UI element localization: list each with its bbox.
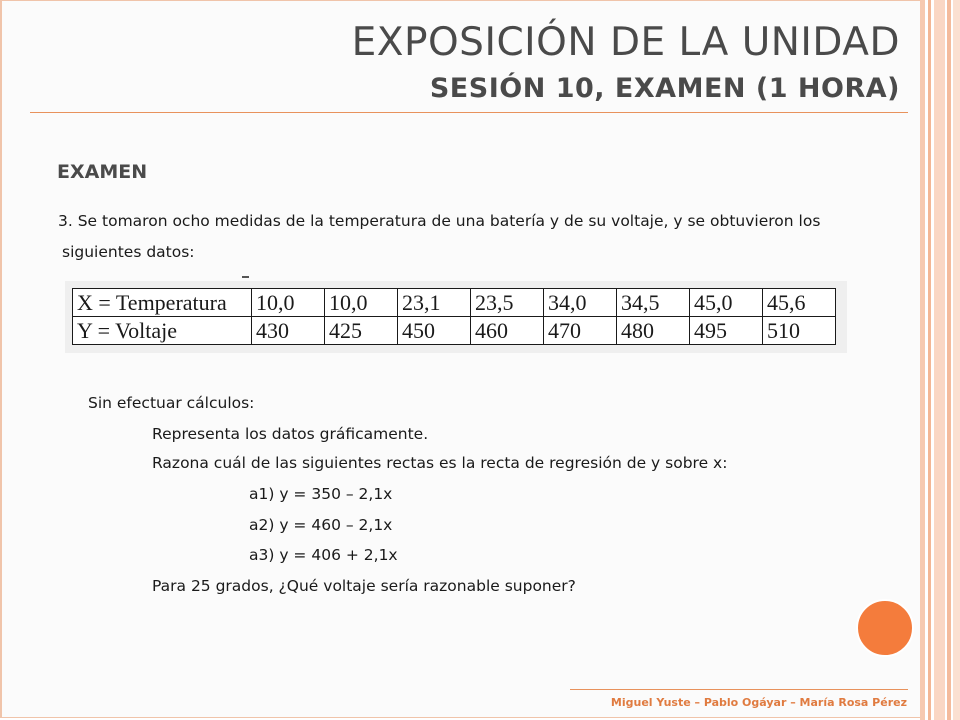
row-label: X = Temperatura: [73, 289, 252, 317]
dash-mark: [242, 276, 249, 278]
section-heading: EXAMEN: [57, 161, 148, 183]
footer-divider: [570, 689, 908, 690]
title-divider: [30, 112, 908, 113]
table-cell: 23,1: [398, 289, 471, 317]
option-a2: a2) y = 460 – 2,1x: [249, 516, 393, 534]
data-table-image: [65, 281, 847, 353]
instructions-intro: Sin efectuar cálculos:: [88, 394, 255, 412]
option-a1: a1) y = 350 – 2,1x: [249, 485, 393, 503]
decorative-stripe: [920, 0, 925, 720]
table-cell: 23,5: [471, 289, 544, 317]
table-cell: 425: [325, 317, 398, 345]
slide-subtitle: SESIÓN 10, EXAMEN (1 HORA): [429, 73, 900, 104]
table-cell: 470: [544, 317, 617, 345]
decorative-stripe: [928, 0, 931, 720]
table-cell: 460: [471, 317, 544, 345]
data-table: [72, 288, 836, 345]
decorative-stripe: [953, 0, 960, 720]
decorative-stripe: [947, 0, 951, 720]
table-cell: 45,6: [763, 289, 836, 317]
decorative-circle: [856, 599, 914, 657]
option-a3: a3) y = 406 + 2,1x: [249, 546, 398, 564]
table-cell: 45,0: [690, 289, 763, 317]
table-row-temperature: [73, 289, 836, 317]
table-cell: 480: [617, 317, 690, 345]
problem-statement-line-1: 3. Se tomaron ocho medidas de la temperatura de una batería y de su voltaje, y se obtuvieron los: [58, 212, 821, 230]
table-cell: 34,5: [617, 289, 690, 317]
table-cell: 34,0: [544, 289, 617, 317]
decorative-stripe: [934, 0, 945, 720]
table-cell: 10,0: [325, 289, 398, 317]
row-label: Y = Voltaje: [73, 317, 252, 345]
table-cell: 450: [398, 317, 471, 345]
task-estimate-voltage: Para 25 grados, ¿Qué voltaje sería razonable suponer?: [152, 577, 576, 595]
slide-title: EXPOSICIÓN DE LA UNIDAD: [351, 20, 900, 65]
footer-authors: Miguel Yuste – Pablo Ogáyar – María Rosa Pérez: [610, 696, 907, 709]
problem-statement-line-2: siguientes datos:: [62, 243, 195, 261]
table-cell: 510: [763, 317, 836, 345]
table-cell: 495: [690, 317, 763, 345]
table-cell: 10,0: [252, 289, 325, 317]
table-row-voltage: [73, 317, 836, 345]
task-choose-regression-line: Razona cuál de las siguientes rectas es la recta de regresión de y sobre x:: [152, 454, 728, 472]
table-cell: 430: [252, 317, 325, 345]
task-represent-data: Representa los datos gráficamente.: [152, 425, 429, 443]
